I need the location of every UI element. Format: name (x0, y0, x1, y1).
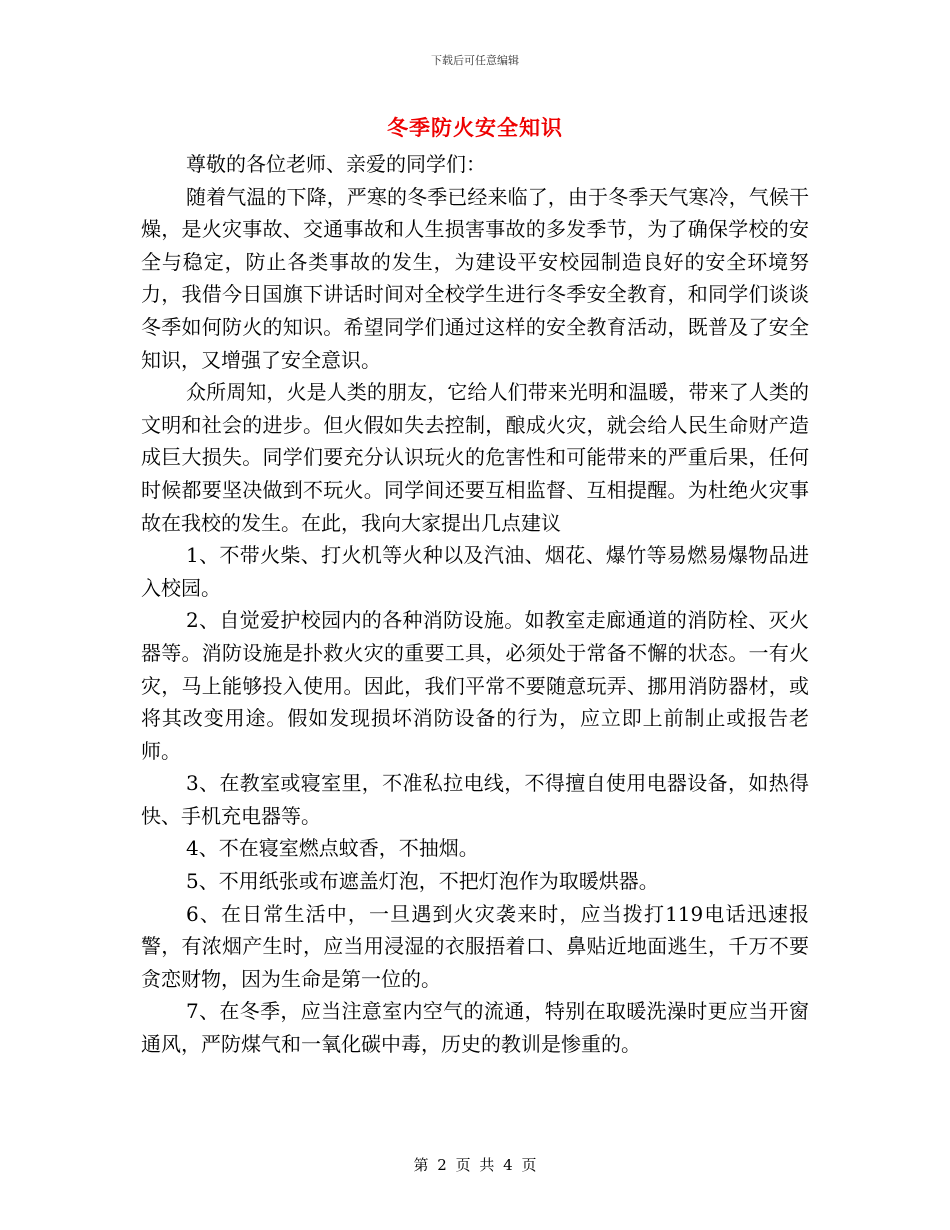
greeting-paragraph: 尊敬的各位老师、亲爱的同学们： (186, 152, 486, 176)
suggestion-item-2: 2、自觉爱护校园内的各种消防设施。如教室走廊通道的消防栓、灭火器等。消防设施是扑救火灾的重要工具，必须处于常备不懈的状态。一有火灾，马上能够投入使用。因此，我们平常不要随意玩弄、挪用消防器材，或将其改变用途。假如发现损坏消防设备的行为，应立即上前制止或报告老师。 (141, 608, 809, 763)
suggestion-item-3: 3、在教室或寝室里，不准私拉电线，不得擅自使用电器设备，如热得快、手机充电器等。 (141, 771, 809, 828)
suggestion-item-6: 6、在日常生活中，一旦遇到火灾袭来时，应当拨打119电话迅速报警，有浓烟产生时，应当用浸湿的衣服捂着口、鼻贴近地面逃生，千万不要贪恋财物，因为生命是第一位的。 (141, 901, 809, 991)
suggestion-item-7: 7、在冬季，应当注意室内空气的流通，特别在取暖洗澡时更应当开窗通风，严防煤气和一氧化碳中毒，历史的教训是惨重的。 (141, 999, 809, 1057)
suggestion-item-4: 4、不在寝室燃点蚊香，不抽烟。 (186, 836, 479, 861)
header-note: 下载后可任意编辑 (431, 54, 519, 67)
intro-paragraph: 随着气温的下降，严寒的冬季已经来临了，由于冬季天气寒冷，气候干燥，是火灾事故、交通事故和人生损害事故的多发季节，为了确保学校的安全与稳定，防止各类事故的发生，为建设平安校园制造良好的安全环境努力，我借今日国旗下讲话时间对全校学生进行冬季安全教育，和同学们谈谈冬季如何防火的知识。希望同学们通过这样的安全教育活动，既普及了安全知识，又增强了安全意识。 (141, 184, 809, 372)
suggestion-item-1: 1、不带火柴、打火机等火种以及汽油、烟花、爆竹等易燃易爆物品进入校园。 (141, 543, 809, 600)
suggestion-item-5: 5、不用纸张或布遮盖灯泡，不把灯泡作为取暖烘器。 (186, 869, 659, 894)
page-footer: 第 2 页 共 4 页 (413, 1156, 537, 1174)
document-title: 冬季防火安全知识 (387, 116, 563, 140)
document-body (141, 148, 809, 1061)
context-paragraph: 众所周知，火是人类的朋友，它给人们带来光明和温暖，带来了人类的文明和社会的进步。但火假如失去控制，酿成火灾，就会给人民生命财产造成巨大损失。同学们要充分认识玩火的危害性和可能带来的严重后果，任何时候都要坚决做到不玩火。同学间还要互相监督、互相提醒。为杜绝火灾事故在我校的发生。在此，我向大家提出几点建议 (141, 380, 809, 535)
